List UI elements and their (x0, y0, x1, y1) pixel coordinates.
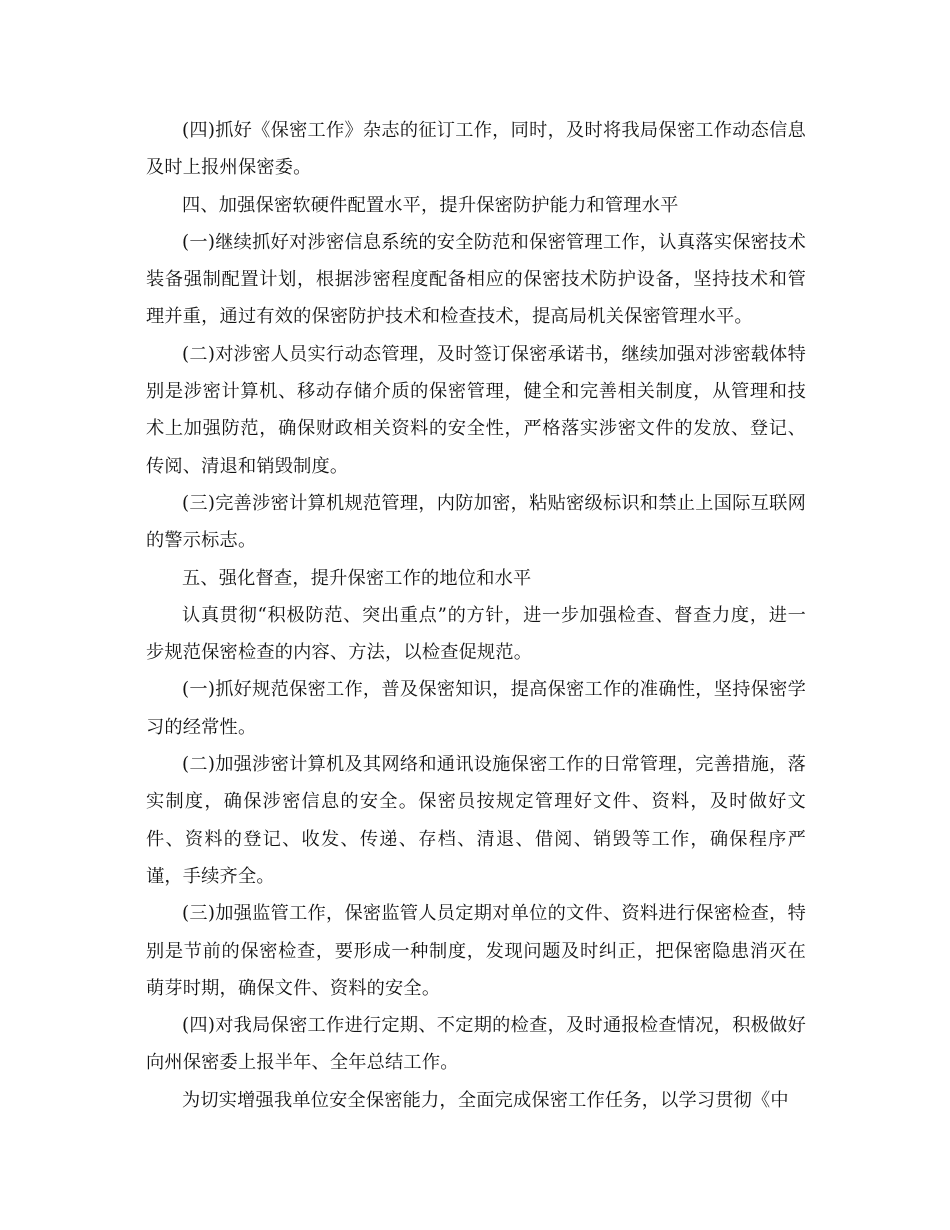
paragraph: (一)继续抓好对涉密信息系统的安全防范和保密管理工作，认真落实保密技术装备强制配置计划，根据涉密程度配备相应的保密技术防护设备，坚持技术和管理并重，通过有效的保密防护技术和检查技术，提高局机关保密管理水平。 (146, 231, 806, 328)
paragraph: 为切实增强我单位安全保密能力，全面完成保密工作任务，以学习贯彻《中 (182, 1089, 789, 1111)
paragraph: (二)加强涉密计算机及其网络和通讯设施保密工作的日常管理，完善措施，落实制度，确保涉密信息的安全。保密员按规定管理好文件、资料，及时做好文件、资料的登记、收发、传递、存档、清退、借阅、销毁等工作，确保程序严谨，手续齐全。 (146, 754, 806, 887)
section-heading: 五、强化督查，提升保密工作的地位和水平 (182, 567, 532, 589)
paragraph: (三)加强监管工作，保密监管人员定期对单位的文件、资料进行保密检查，特别是节前的保密检查，要形成一种制度，发现问题及时纠正，把保密隐患消灭在萌芽时期，确保文件、资料的安全。 (146, 903, 806, 999)
document-body (146, 112, 806, 1119)
paragraph: (一)抓好规范保密工作，普及保密知识，提高保密工作的准确性，坚持保密学习的经常性。 (146, 679, 806, 738)
paragraph: 认真贯彻“积极防范、突出重点”的方针，进一步加强检查、督查力度，进一步规范保密检查的内容、方法，以检查促规范。 (146, 604, 806, 664)
section-heading: 四、加强保密软硬件配置水平，提升保密防护能力和管理水平 (182, 194, 679, 216)
paragraph: (四)对我局保密工作进行定期、不定期的检查，及时通报检查情况，积极做好向州保密委上报半年、全年总结工作。 (146, 1015, 806, 1074)
paragraph: (三)完善涉密计算机规范管理，内防加密，粘贴密级标识和禁止上国际互联网的警示标志。 (146, 492, 806, 552)
paragraph: (四)抓好《保密工作》杂志的征订工作，同时，及时将我局保密工作动态信息及时上报州保密委。 (146, 120, 806, 179)
paragraph: (二)对涉密人员实行动态管理，及时签订保密承诺书，继续加强对涉密载体特别是涉密计算机、移动存储介质的保密管理，健全和完善相关制度，从管理和技术上加强防范，确保财政相关资料的安全性，严格落实涉密文件的发放、登记、传阅、清退和销毁制度。 (146, 343, 806, 477)
